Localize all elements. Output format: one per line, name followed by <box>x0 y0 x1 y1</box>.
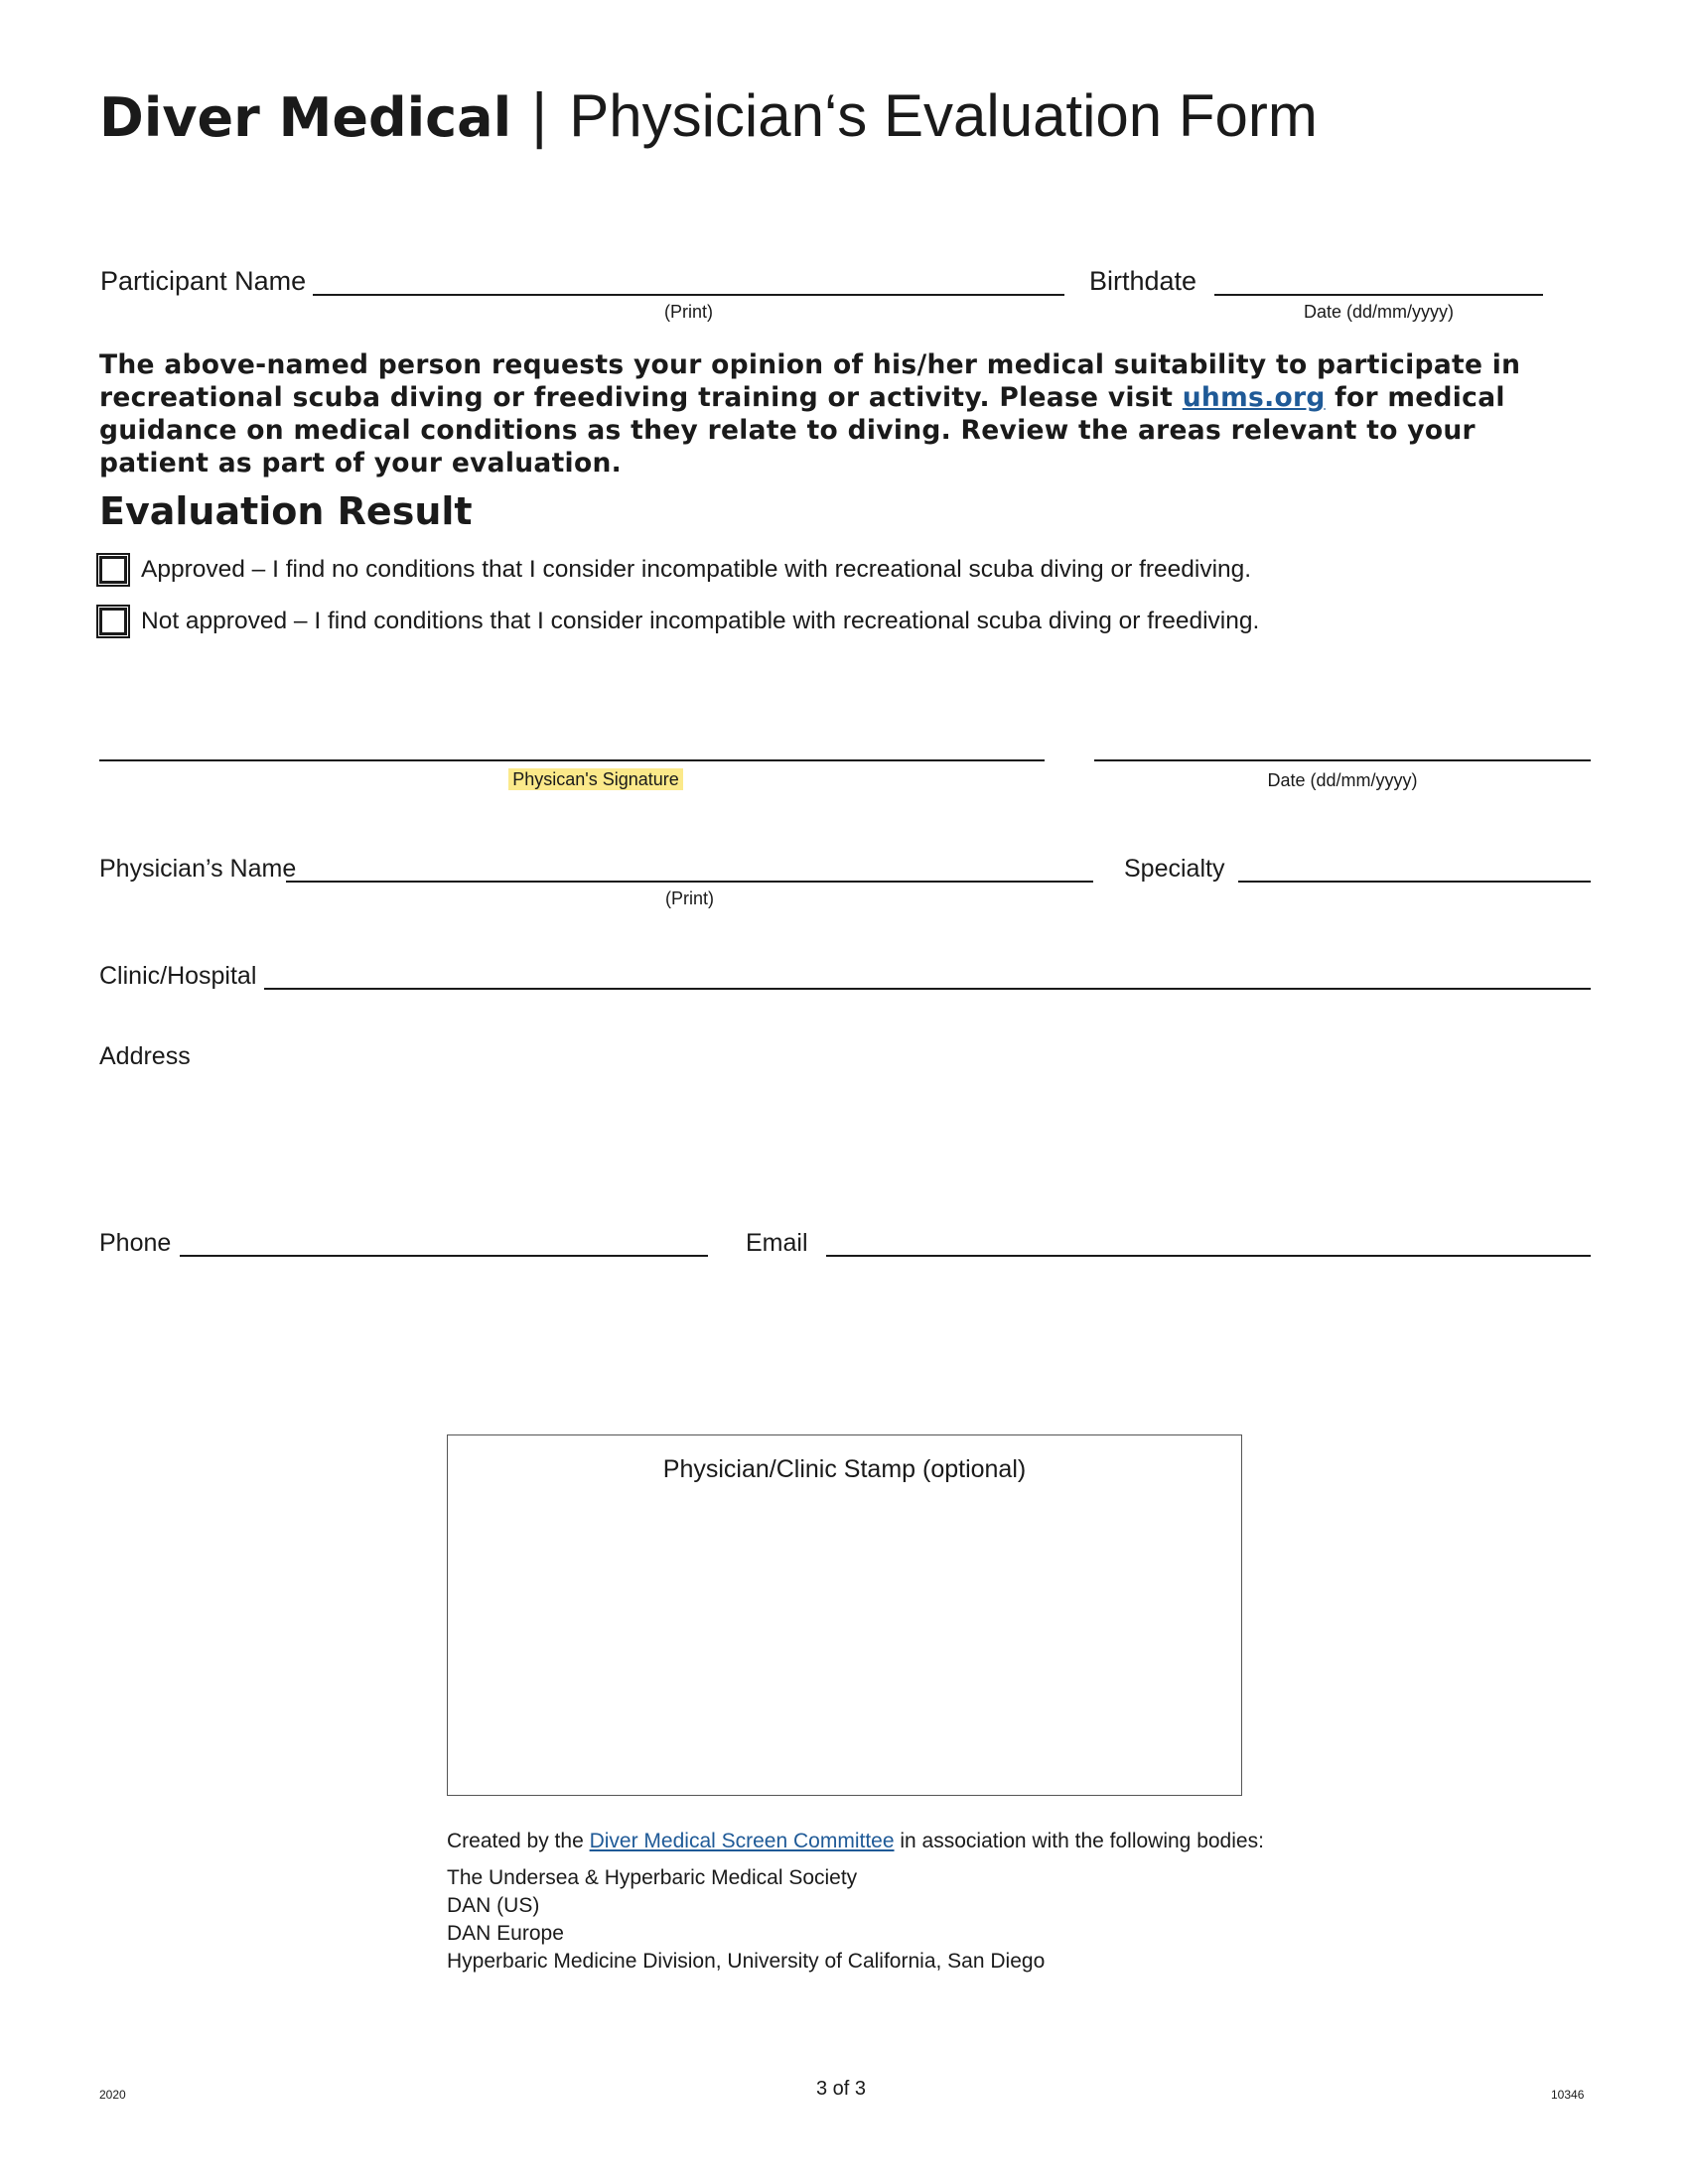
signature-date-caption: Date (dd/mm/yyyy) <box>1267 770 1418 790</box>
specialty-field[interactable] <box>1238 881 1591 883</box>
birthdate-caption: Date (dd/mm/yyyy) <box>1303 302 1455 322</box>
intro-text-end: for medical guidance on medical conditions as they relate to diving. Review the areas relevant to your patient as part of your evaluation. <box>99 382 1505 478</box>
not-approved-checkbox[interactable] <box>99 608 127 635</box>
signature-caption-wrap <box>99 770 1092 788</box>
birthdate-label: Birthdate <box>1089 266 1197 296</box>
page-title <box>99 81 1318 150</box>
stamp-label: Physician/Clinic Stamp (optional) <box>662 1455 1027 1483</box>
participant-name-label: Participant Name <box>100 266 307 296</box>
specialty-label: Specialty <box>1124 855 1225 883</box>
title-separator: | <box>531 81 548 150</box>
approved-checkbox[interactable] <box>99 556 127 584</box>
physician-name-field[interactable] <box>286 881 1093 883</box>
form-title: Physician‘s Evaluation Form <box>569 82 1318 149</box>
participant-name-caption: (Print) <box>664 302 713 322</box>
uhms-link[interactable]: uhms.org <box>1182 382 1326 413</box>
not-approved-option[interactable] <box>99 608 1259 635</box>
participant-name-field[interactable] <box>313 294 1064 296</box>
footer-year: 2020 <box>99 2088 126 2102</box>
intro-paragraph <box>99 348 1589 479</box>
evaluation-heading: Evaluation Result <box>99 489 473 533</box>
physician-name-caption: (Print) <box>665 888 714 908</box>
organization-item: The Undersea & Hyperbaric Medical Society <box>447 1866 858 1889</box>
phone-field[interactable] <box>180 1255 708 1257</box>
approved-option[interactable] <box>99 556 1251 584</box>
intro-text-start: The above-named person requests your opinion of his/her medical suitability to participate in recreational scuba diving or freediving training or activity. Please visit <box>99 349 1521 413</box>
birthdate-field[interactable] <box>1214 294 1543 296</box>
page-number: 3 of 3 <box>815 2078 867 2100</box>
committee-link[interactable]: Diver Medical Screen Committee <box>589 1830 895 1852</box>
credits-prefix: Created by the <box>447 1830 590 1852</box>
credits-line <box>447 1831 1264 1851</box>
not-approved-label: Not approved – I find conditions that I consider incompatible with recreational scuba diving or freediving. <box>141 608 1260 634</box>
signature-caption: Physican's Signature <box>508 768 683 790</box>
organizations-list <box>447 1864 1045 1976</box>
organization-item: Hyperbaric Medicine Division, University of California, San Diego <box>447 1950 1046 1973</box>
organization-item: DAN Europe <box>447 1922 564 1945</box>
stamp-box <box>447 1434 1242 1796</box>
phone-label: Phone <box>99 1229 172 1257</box>
footer-code: 10346 <box>1551 2088 1585 2102</box>
email-field[interactable] <box>826 1255 1591 1257</box>
brand-title: Diver Medical <box>99 86 512 149</box>
signature-date-field[interactable] <box>1094 759 1591 761</box>
credits-suffix: in association with the following bodies: <box>894 1830 1264 1852</box>
clinic-label: Clinic/Hospital <box>99 962 257 990</box>
footer-page-wrap <box>0 2078 1688 2102</box>
email-label: Email <box>746 1229 808 1257</box>
clinic-field[interactable] <box>264 988 1591 990</box>
physician-name-label: Physician’s Name <box>99 855 297 883</box>
organization-item: DAN (US) <box>447 1894 540 1917</box>
approved-label: Approved – I find no conditions that I consider incompatible with recreational scuba diving or freediving. <box>141 556 1252 583</box>
signature-field[interactable] <box>99 759 1045 761</box>
address-label: Address <box>99 1042 191 1070</box>
